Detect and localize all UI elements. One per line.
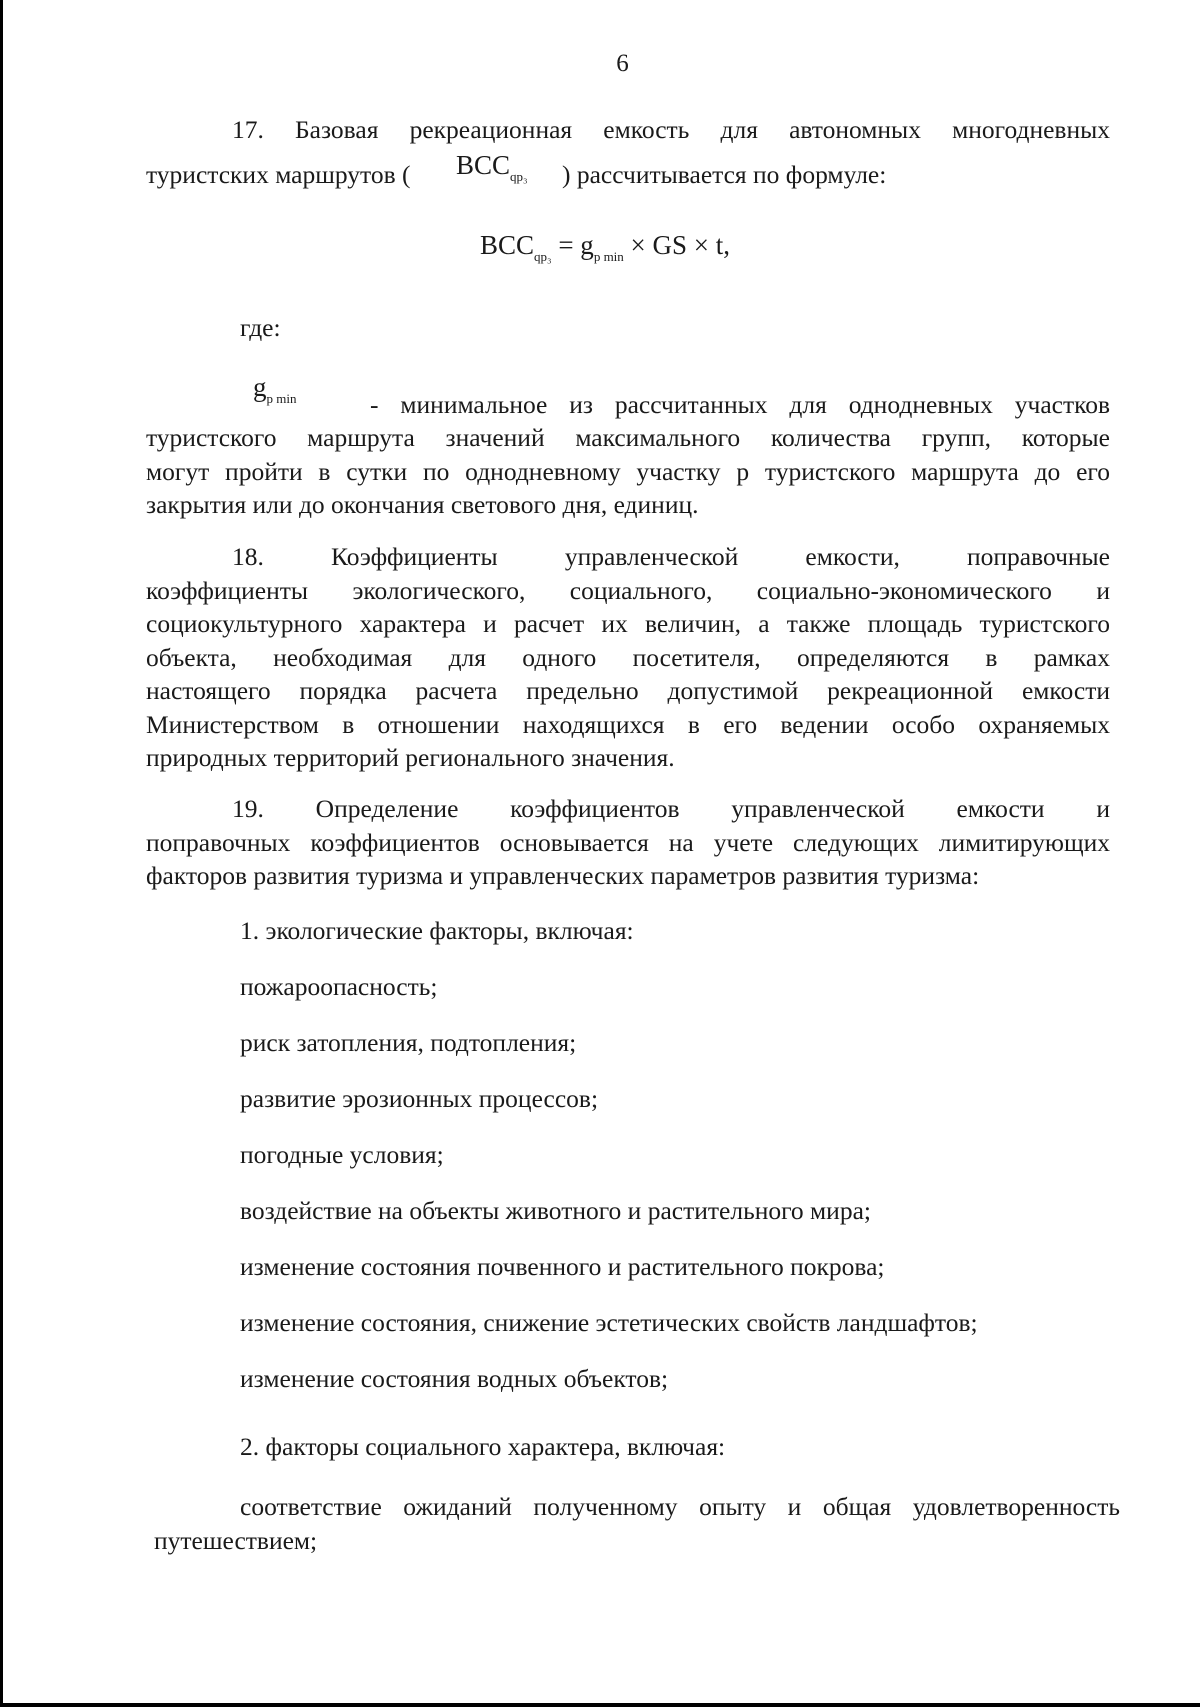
last-paragraph-line-1: соответствие ожиданий полученному опыту и общая удовлетворенность — [240, 1492, 1120, 1521]
list-item: 2. факторы социального характера, включая: — [240, 1432, 726, 1461]
p19-line-2: поправочных коэффициентов основывается на учете следующих лимитирующих — [146, 827, 1110, 857]
g-min-symbol: $g_{p min}$ — [253, 372, 297, 406]
list-item: развитие эрозионных процессов; — [240, 1084, 599, 1113]
p19-line-1: 19. Определение коэффициентов управленческой емкости и — [232, 794, 1110, 823]
list-item: риск затопления, подтопления; — [240, 1028, 577, 1057]
list-item: пожароопасность; — [240, 972, 438, 1001]
p18-line-4: объекта, необходимая для одного посетителя, определяются в рамках — [146, 642, 1110, 672]
p18-line-6: Министерством в отношении находящихся в его ведении особо охраняемых — [146, 709, 1110, 739]
p18-line-1: 18. Коэффициенты управленческой емкости, поправочные — [232, 542, 1110, 571]
list-item: изменение состояния, снижение эстетических свойств ландшафтов; — [240, 1308, 978, 1337]
list-item: изменение состояния почвенного и растительного покрова; — [240, 1252, 885, 1281]
gdef-line-3: могут пройти в сутки по однодневному участку p туристского маршрута до его — [146, 456, 1110, 486]
last-paragraph-line-2: путешествием; — [154, 1526, 318, 1555]
gdef-line-4: закрытия или до окончания светового дня, единиц. — [146, 490, 699, 519]
list-item: изменение состояния водных объектов; — [240, 1364, 669, 1393]
page-number: 6 — [616, 50, 629, 77]
paragraph-19 — [146, 792, 1110, 893]
scan-border-bottom — [0, 1703, 1200, 1707]
scan-border-left — [0, 0, 3, 1707]
gdef-line-1: - минимальное из рассчитанных для однодневных участков — [370, 390, 1110, 419]
list-item: воздействие на объекты животного и растительного мира; — [240, 1196, 871, 1225]
p18-line-5: настоящего порядка расчета предельно допустимой рекреационной емкости — [146, 676, 1110, 705]
where-label: где: — [240, 313, 281, 342]
paragraph-17 — [146, 113, 1110, 147]
p17-line-2-start: туристских маршрутов ( — [146, 160, 411, 189]
gdef-body — [146, 421, 1110, 522]
inline-bcc-symbol: $BCC_{qp_3}$ — [456, 150, 528, 184]
formula-rest: × GS × t, — [623, 230, 731, 260]
formula-lhs: BCC — [480, 230, 535, 260]
formula-eq: = g — [551, 230, 594, 260]
p18-line-3: социокультурного характера и расчет их величин, а также площадь туристского — [146, 609, 1110, 638]
p17-line-1: 17. Базовая рекреационная емкость для автономных многодневных — [232, 115, 1110, 144]
p17-line-2-end: ) рассчитывается по формуле: — [562, 160, 887, 189]
formula-g-sub: p min — [593, 249, 624, 264]
p17-line-2 — [146, 158, 411, 192]
paragraph-18 — [146, 540, 1110, 775]
gdef-line-2: туристского маршрута значений максимального количества групп, которые — [146, 423, 1110, 452]
p18-line-2: коэффициенты экологического, социального, социально-экономического и — [146, 575, 1110, 605]
formula-lhs-sub: qp₃ — [534, 249, 552, 264]
p18-line-7: природных территорий регионального значения. — [146, 743, 675, 772]
list-item: погодные условия; — [240, 1140, 444, 1169]
list-item: 1. экологические факторы, включая: — [240, 916, 634, 945]
formula — [480, 230, 730, 265]
p19-line-3: факторов развития туризма и управленческих параметров развития туризма: — [146, 861, 980, 890]
